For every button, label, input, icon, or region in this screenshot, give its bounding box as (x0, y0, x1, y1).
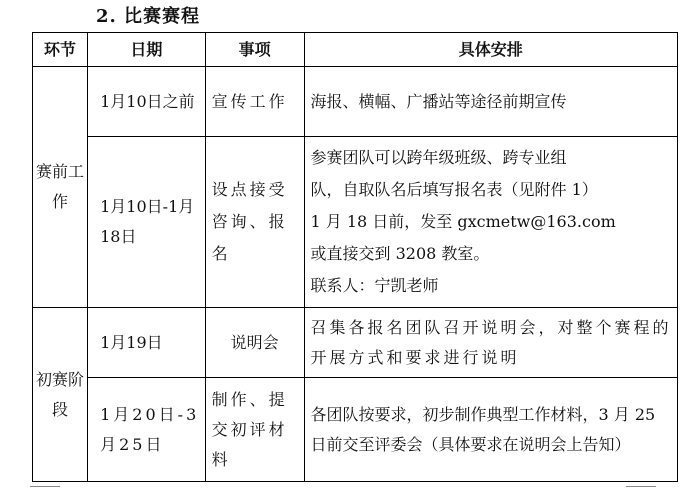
header-date: 日期 (88, 33, 206, 67)
table-row (33, 137, 678, 308)
item-cell (205, 137, 304, 308)
item-cell (205, 308, 304, 378)
detail-text: 召集各报名团队召开说明会，对整个赛程的开展方式和要求进行说明 (310, 317, 672, 367)
table-header-row (33, 33, 678, 67)
bottom-rule-left (30, 486, 60, 487)
schedule-table (32, 32, 678, 482)
table-row (33, 67, 678, 137)
section-heading: 2. 比赛赛程 (96, 6, 201, 27)
item-cell (205, 67, 304, 137)
date-cell (88, 67, 206, 137)
stage-cell (33, 308, 88, 482)
date-cell (88, 137, 206, 308)
date-cell (88, 378, 206, 482)
detail-cell (304, 67, 678, 137)
item-label: 制作、提交初评材料 (211, 389, 288, 469)
date-cell (88, 308, 206, 378)
detail-text: 各团队按要求，初步制作典型工作材料，3 月 25 日前交至评委会（具体要求在说明会上告知） (310, 404, 656, 454)
stage-label: 赛前工作 (36, 162, 85, 211)
detail-line: 或直接交到 3208 教室。 (310, 244, 490, 263)
table-row (33, 378, 678, 482)
detail-line: 联系人：宁凯老师 (310, 276, 439, 295)
date-label: 1月20日-3月25日 (100, 404, 200, 454)
header-item: 事项 (205, 33, 304, 67)
date-label: 1月19日 (100, 332, 163, 352)
stage-label: 初赛阶段 (36, 369, 85, 419)
detail-cell (304, 378, 678, 482)
header-detail: 具体安排 (304, 33, 678, 67)
date-label: 1月10日之前 (100, 91, 195, 111)
item-cell (205, 378, 304, 482)
detail-line: 参赛团队可以跨年级班级、跨专业组 (310, 148, 567, 167)
detail-line: 队，自取队名后填写报名表（见附件 1） (310, 180, 598, 199)
date-label: 1月10日-1月18日 (100, 197, 195, 246)
item-label: 设点接受咨询、报名 (211, 180, 288, 263)
bottom-rule-right (626, 486, 656, 487)
stage-cell (33, 67, 88, 308)
detail-cell (304, 308, 678, 378)
detail-text: 海报、横幅、广播站等途径前期宣传 (310, 91, 567, 111)
item-label: 说明会 (230, 332, 279, 352)
item-label: 宣传工作 (211, 91, 288, 111)
table-row (33, 308, 678, 378)
header-stage: 环节 (33, 33, 88, 67)
detail-cell (304, 137, 678, 308)
detail-line: 1 月 18 日前，发至 gxcmetw@163.com (310, 212, 616, 231)
